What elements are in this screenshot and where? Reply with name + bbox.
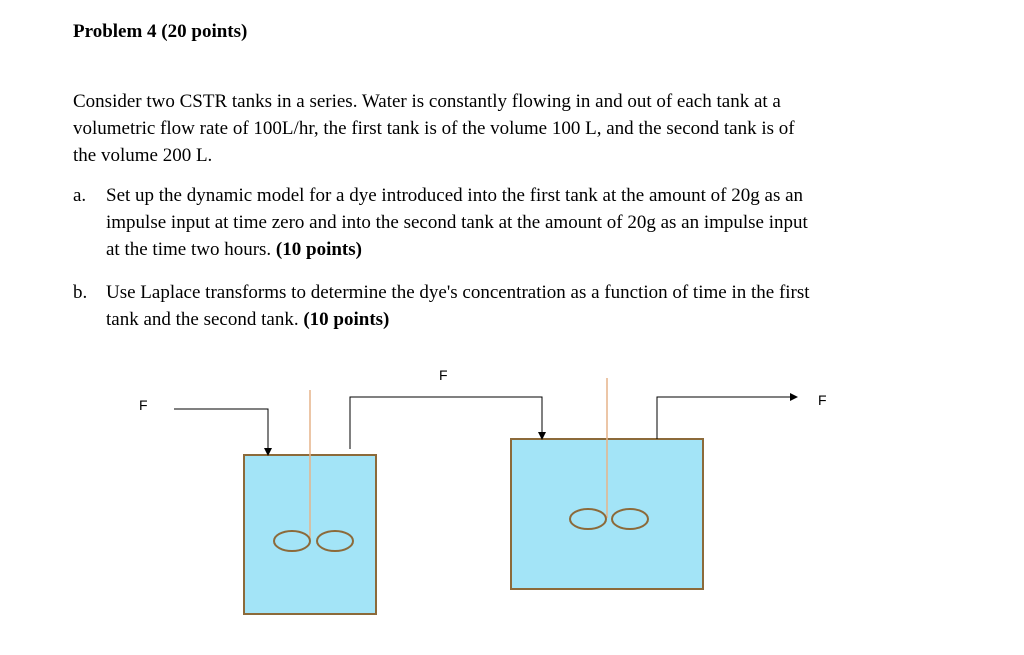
middle-flow-label: F — [439, 367, 448, 383]
intro-line: Consider two CSTR tanks in a series. Water is constantly flowing in and out of each tank at a — [73, 91, 781, 112]
inlet-pipe — [174, 409, 268, 455]
part-b-points: (10 points) — [303, 309, 390, 330]
part-b-marker: b. — [73, 282, 88, 303]
problem-title: Problem 4 (20 points) — [73, 21, 248, 42]
part-b-line: Use Laplace transforms to determine the dye's concentration as a function of time in the first — [106, 282, 810, 303]
part-a-marker: a. — [73, 185, 87, 206]
part-b-text: tank and the second tank. — [106, 309, 304, 330]
outlet-pipe — [657, 397, 797, 439]
outlet-flow-label: F — [818, 392, 827, 408]
part-a-text: at the time two hours. — [106, 239, 276, 260]
part-a-points: (10 points) — [275, 239, 362, 260]
intro-line: the volume 200 L. — [73, 145, 213, 166]
part-a-line: Set up the dynamic model for a dye introduced into the first tank at the amount of 20g as an — [106, 185, 804, 206]
inlet-flow-label: F — [139, 397, 148, 413]
intro-line: volumetric flow rate of 100L/hr, the first tank is of the volume 100 L, and the second tank is of — [73, 118, 795, 139]
part-a-line: impulse input at time zero and into the second tank at the amount of 20g as an impulse input — [106, 212, 808, 233]
